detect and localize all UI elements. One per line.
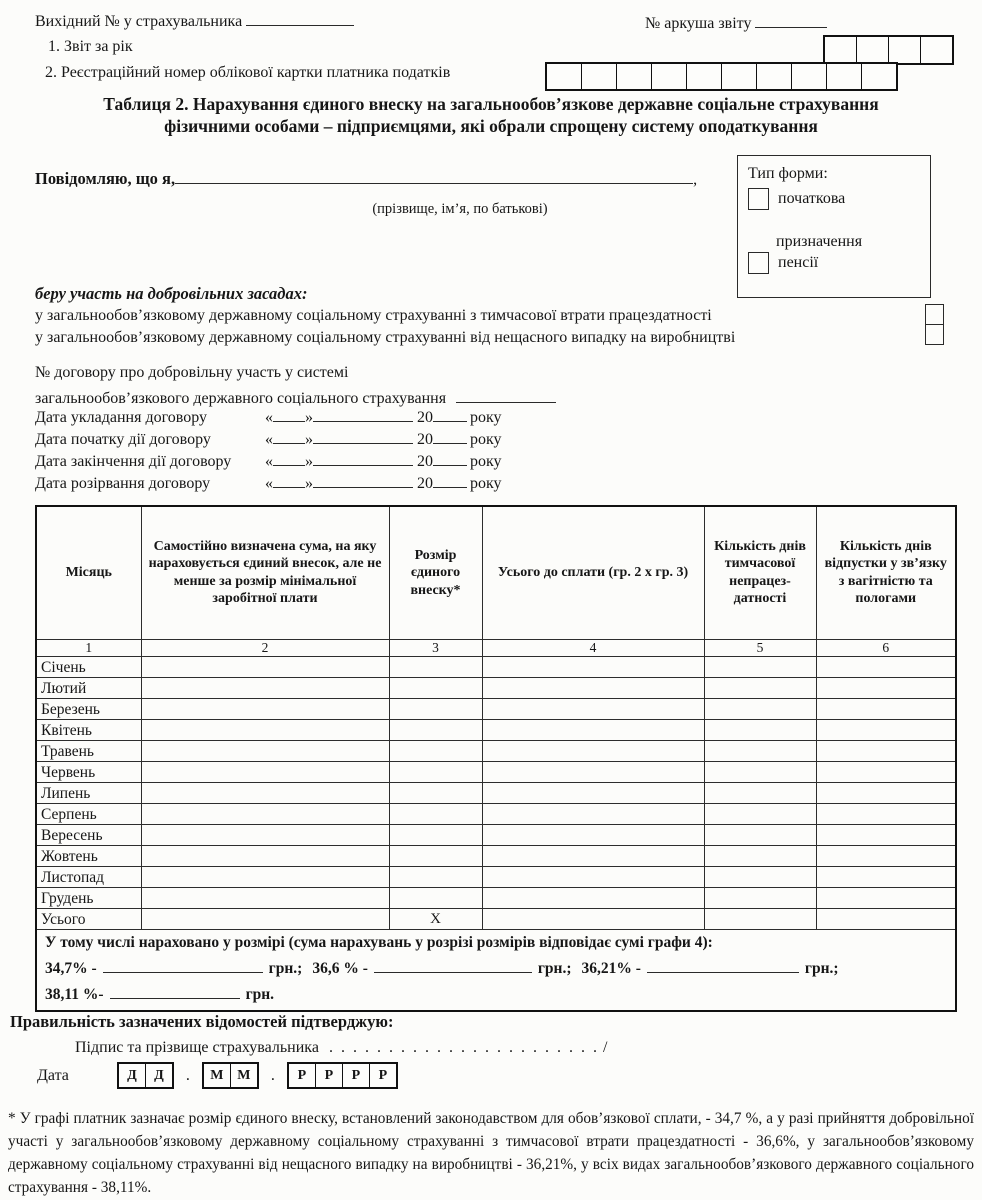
year-digit-box[interactable] — [825, 37, 857, 63]
sum-cell[interactable] — [141, 657, 389, 678]
maternity-days-cell[interactable] — [816, 909, 956, 930]
rate-label: 38,11 %- — [45, 985, 104, 1003]
form-type-option-initial — [748, 188, 920, 210]
total-cell[interactable] — [482, 909, 704, 930]
column-number-row — [36, 639, 956, 657]
month-row — [36, 678, 956, 699]
form-type-panel — [737, 155, 931, 298]
month-label: Липень — [36, 783, 141, 804]
sum-cell[interactable] — [141, 867, 389, 888]
reg-digit-box[interactable] — [862, 64, 896, 89]
maternity-days-cell[interactable] — [816, 657, 956, 678]
declaration-comma: , — [693, 170, 698, 188]
rate-unit: грн. — [245, 985, 275, 1003]
rate-cell[interactable] — [389, 741, 482, 762]
signature-line — [75, 1038, 607, 1058]
sheet-number-label: № аркуша звіту — [645, 14, 752, 32]
column-number: 3 — [389, 639, 482, 657]
year-field[interactable] — [433, 470, 467, 488]
reg-digit-box[interactable] — [687, 64, 722, 89]
maternity-days-cell[interactable] — [816, 804, 956, 825]
column-number: 2 — [141, 639, 389, 657]
total-cell[interactable] — [482, 846, 704, 867]
day-box[interactable]: Д — [119, 1064, 146, 1087]
sum-cell[interactable] — [141, 909, 389, 930]
column-number: 6 — [816, 639, 956, 657]
month-row — [36, 741, 956, 762]
initial-checkbox[interactable] — [748, 188, 769, 210]
date-label: Дата — [37, 1066, 69, 1084]
maternity-days-cell[interactable] — [816, 720, 956, 741]
disability-days-cell[interactable] — [704, 846, 816, 867]
month-row — [36, 846, 956, 867]
form-title-line2: фізичними особами – підприємцями, які обрали спрощену систему оподаткування — [164, 115, 818, 136]
month-row — [36, 762, 956, 783]
form-type-option-pension — [748, 252, 920, 274]
form-title — [0, 94, 982, 138]
col-header-contribution-rate: Розмір єдиного внеску* — [389, 506, 482, 639]
report-year-box-grid — [823, 35, 954, 65]
day-box-grid — [117, 1062, 174, 1089]
disability-days-cell[interactable] — [704, 888, 816, 909]
month-row — [36, 888, 956, 909]
month-field[interactable] — [313, 448, 413, 466]
year-box[interactable]: Р — [370, 1064, 396, 1087]
year-field[interactable] — [433, 426, 467, 444]
sum-cell[interactable] — [141, 804, 389, 825]
total-cell[interactable] — [482, 741, 704, 762]
sum-cell[interactable] — [141, 678, 389, 699]
day-field[interactable] — [273, 470, 305, 488]
report-year-label: 1. Звіт за рік — [48, 38, 133, 55]
day-field[interactable] — [273, 426, 305, 444]
month-row — [36, 867, 956, 888]
month-label: Грудень — [36, 888, 141, 909]
contract-date-row — [35, 426, 502, 448]
sheet-number-field[interactable] — [755, 10, 827, 28]
year-digit-box[interactable] — [857, 37, 889, 63]
sum-cell[interactable] — [141, 825, 389, 846]
rate-cell[interactable] — [389, 825, 482, 846]
insured-name-field[interactable] — [175, 166, 693, 184]
column-number: 1 — [36, 639, 141, 657]
sum-cell[interactable] — [141, 720, 389, 741]
total-x-mark: Х — [389, 909, 482, 930]
total-cell[interactable] — [482, 720, 704, 741]
reg-digit-box[interactable] — [652, 64, 687, 89]
date-separator: . — [270, 1066, 275, 1084]
sum-cell[interactable] — [141, 888, 389, 909]
reg-digit-box[interactable] — [792, 64, 827, 89]
disability-days-cell[interactable] — [704, 720, 816, 741]
year-suffix: року — [470, 430, 502, 448]
form-title-line1: Таблиця 2. Нарахування єдиного внеску на загальнообов’язкове державне соціальне страхування — [103, 94, 879, 114]
contract-number-field[interactable] — [456, 385, 556, 403]
maternity-days-cell[interactable] — [816, 762, 956, 783]
year-digit-box[interactable] — [889, 37, 921, 63]
month-box[interactable]: М — [204, 1064, 231, 1087]
total-cell[interactable] — [482, 783, 704, 804]
month-row — [36, 699, 956, 720]
disability-days-cell[interactable] — [704, 762, 816, 783]
month-label: Березень — [36, 699, 141, 720]
date-separator: . — [185, 1066, 190, 1084]
sum-cell[interactable] — [141, 783, 389, 804]
year-field[interactable] — [433, 448, 467, 466]
disability-days-cell[interactable] — [704, 699, 816, 720]
signature-label: Підпис та прізвище страхувальника — [75, 1039, 319, 1056]
outgoing-number-field[interactable] — [246, 8, 354, 26]
rate-amount-field[interactable] — [647, 956, 799, 973]
total-cell[interactable] — [482, 762, 704, 783]
contract-date-row — [35, 448, 502, 470]
contract-number-line1: № договору про добровільну участь у системі — [35, 364, 349, 381]
year-prefix: 20 — [417, 474, 433, 492]
maternity-days-cell[interactable] — [816, 699, 956, 720]
quote-close: » — [305, 408, 313, 426]
maternity-days-cell[interactable] — [816, 867, 956, 888]
rate-cell[interactable] — [389, 804, 482, 825]
table-footer-row — [36, 930, 956, 1011]
total-cell[interactable] — [482, 825, 704, 846]
table-header-row — [36, 506, 956, 639]
col-header-maternity-days: Кількість днів відпустки у зв’язку з вагітністю та пологами — [816, 506, 956, 639]
footnote: * У графі платник зазначає розмір єдиного внеску, встановлений законодавством для обов’язкової сплати, - 34,7 %, а у разі прийняття добровільної участі у загальнообов’язковому державному соціальному страхуванні з тимчасової втрати працездатності - 36,6%, у загальнообов’язковому державному соціальному страхуванні від нещасного випадку на виробництві - 36,21%, у всіх видах загальнообов’язкового державного соціального страхування - 38,11%. — [8, 1110, 974, 1196]
total-cell[interactable] — [482, 867, 704, 888]
year-field[interactable] — [433, 404, 467, 422]
contributions-table — [35, 505, 957, 1012]
quote-close: » — [305, 452, 313, 470]
disability-days-cell[interactable] — [704, 657, 816, 678]
rate-label: 34,7% - — [45, 960, 97, 978]
year-suffix: року — [470, 474, 502, 492]
maternity-days-cell[interactable] — [816, 678, 956, 699]
declaration-line — [35, 166, 697, 190]
contract-dates-block — [35, 404, 502, 492]
month-field[interactable] — [313, 404, 413, 422]
disability-days-cell[interactable] — [704, 783, 816, 804]
date-row-label: Дата початку дії договору — [35, 430, 211, 448]
form-type-label: Тип форми: — [748, 165, 828, 182]
accident-checkbox[interactable] — [926, 325, 943, 344]
rate-unit: грн.; — [804, 960, 839, 978]
disability-checkbox[interactable] — [926, 305, 943, 325]
total-cell[interactable] — [482, 657, 704, 678]
sum-cell[interactable] — [141, 762, 389, 783]
disability-days-cell[interactable] — [704, 741, 816, 762]
quote-open: « — [265, 430, 273, 448]
month-row — [36, 657, 956, 678]
column-number: 4 — [482, 639, 704, 657]
total-cell[interactable] — [482, 678, 704, 699]
name-hint: (прізвище, ім’я, по батькові) — [372, 201, 548, 217]
voluntary-line-2: у загальнообов’язковому державному соціальному страхуванні від нещасного випадку на виробництві — [35, 329, 736, 346]
sum-cell[interactable] — [141, 699, 389, 720]
year-prefix: 20 — [417, 430, 433, 448]
month-label: Січень — [36, 657, 141, 678]
rate-cell[interactable] — [389, 720, 482, 741]
declaration-label: Повідомляю, що я, — [35, 168, 176, 188]
year-prefix: 20 — [417, 452, 433, 470]
confirmation-heading: Правильність зазначених відомостей підтверджую: — [10, 1012, 394, 1031]
disability-days-cell[interactable] — [704, 909, 816, 930]
year-suffix: року — [470, 452, 502, 470]
col-header-disability-days: Кількість днів тимчасової непрацез-датності — [704, 506, 816, 639]
pension-label-line1: призначення — [776, 233, 863, 250]
rate-label: 36,21% - — [581, 960, 641, 978]
rate-cell[interactable] — [389, 867, 482, 888]
month-field[interactable] — [313, 426, 413, 444]
voluntary-checkboxes — [925, 304, 944, 345]
month-row — [36, 804, 956, 825]
sheet-number-line — [645, 10, 827, 34]
signature-slash: / — [602, 1039, 608, 1056]
month-row — [36, 720, 956, 741]
date-row-label: Дата розірвання договору — [35, 474, 211, 492]
sum-cell[interactable] — [141, 846, 389, 867]
quote-close: » — [305, 430, 313, 448]
month-label: Вересень — [36, 825, 141, 846]
maternity-days-cell[interactable] — [816, 846, 956, 867]
contract-number-label: загальнообов’язкового державного соціального страхування — [35, 389, 447, 407]
rate-amount-field[interactable] — [374, 956, 532, 973]
day-box[interactable]: Д — [146, 1064, 172, 1087]
maternity-days-cell[interactable] — [816, 741, 956, 762]
rate-cell[interactable] — [389, 783, 482, 804]
maternity-days-cell[interactable] — [816, 825, 956, 846]
contract-date-row — [35, 404, 502, 426]
voluntary-line-1: у загальнообов’язковому державному соціальному страхуванні з тимчасової втрати працездатності — [35, 307, 712, 324]
year-suffix: року — [470, 408, 502, 426]
month-label: Червень — [36, 762, 141, 783]
maternity-days-cell[interactable] — [816, 783, 956, 804]
rates-line-1 — [45, 956, 947, 979]
disability-days-cell[interactable] — [704, 678, 816, 699]
month-label: Жовтень — [36, 846, 141, 867]
rate-cell[interactable] — [389, 888, 482, 909]
total-row-label: Усього — [36, 909, 141, 930]
rate-cell[interactable] — [389, 699, 482, 720]
rate-amount-field[interactable] — [110, 981, 240, 998]
year-prefix: 20 — [417, 408, 433, 426]
reg-digit-box[interactable] — [757, 64, 792, 89]
year-box-grid — [287, 1062, 398, 1089]
date-row-label: Дата закінчення дії договору — [35, 452, 232, 470]
date-line — [37, 1062, 398, 1089]
initial-label: початкова — [778, 190, 846, 207]
reg-digit-box[interactable] — [722, 64, 757, 89]
disability-days-cell[interactable] — [704, 825, 816, 846]
quote-open: « — [265, 474, 273, 492]
total-cell[interactable] — [482, 699, 704, 720]
rate-unit: грн.; — [537, 960, 572, 978]
rate-cell[interactable] — [389, 762, 482, 783]
year-digit-box[interactable] — [921, 37, 952, 63]
reg-digit-box[interactable] — [547, 64, 582, 89]
reg-digit-box[interactable] — [582, 64, 617, 89]
quote-open: « — [265, 452, 273, 470]
month-field[interactable] — [313, 470, 413, 488]
rate-cell[interactable] — [389, 678, 482, 699]
rates-breakdown-cell — [36, 930, 956, 1011]
month-label: Серпень — [36, 804, 141, 825]
reg-digit-box[interactable] — [617, 64, 652, 89]
pension-label-line2: пенсії — [778, 254, 819, 271]
year-box[interactable]: Р — [316, 1064, 343, 1087]
column-number: 5 — [704, 639, 816, 657]
contributions-table-wrap — [35, 505, 957, 1012]
day-field[interactable] — [273, 448, 305, 466]
month-row — [36, 783, 956, 804]
reg-number-label: 2. Реєстраційний номер облікової картки платника податків — [45, 64, 451, 81]
sum-cell[interactable] — [141, 741, 389, 762]
year-box[interactable]: Р — [289, 1064, 316, 1087]
outgoing-number-label: Вихідний № у страхувальника — [35, 12, 243, 30]
month-label: Лютий — [36, 678, 141, 699]
total-cell[interactable] — [482, 888, 704, 909]
signature-dotted-field[interactable]: . . . . . . . . . . . . . . . . . . . . . . . — [328, 1039, 599, 1056]
quote-open: « — [265, 408, 273, 426]
date-row-label: Дата укладання договору — [35, 408, 208, 426]
day-field[interactable] — [273, 404, 305, 422]
disability-days-cell[interactable] — [704, 867, 816, 888]
rates-line-2 — [45, 981, 947, 1004]
quote-close: » — [305, 474, 313, 492]
rate-label: 36,6 % - — [312, 960, 368, 978]
col-header-month: Місяць — [36, 506, 141, 639]
pension-checkbox[interactable] — [748, 252, 769, 274]
reg-number-box-grid — [545, 62, 898, 91]
month-label: Листопад — [36, 867, 141, 888]
rate-cell[interactable] — [389, 657, 482, 678]
maternity-days-cell[interactable] — [816, 888, 956, 909]
total-row — [36, 909, 956, 930]
rate-unit: грн.; — [268, 960, 303, 978]
col-header-self-determined-sum: Самостійно визначена сума, на яку нараховується єдиний внесок, але не менше за розмір мінімальної заробітної плати — [141, 506, 389, 639]
month-label: Квітень — [36, 720, 141, 741]
outgoing-number-line — [35, 8, 354, 32]
contract-date-row — [35, 470, 502, 492]
rate-amount-field[interactable] — [103, 956, 263, 973]
year-box[interactable]: Р — [343, 1064, 370, 1087]
rates-heading: У тому числі нараховано у розмірі (сума нарахувань у розрізі розмірів відповідає сумі графи 4): — [45, 934, 713, 952]
month-box[interactable]: М — [231, 1064, 257, 1087]
month-row — [36, 825, 956, 846]
col-header-total-due: Усього до сплати (гр. 2 х гр. 3) — [482, 506, 704, 639]
voluntary-heading: беру участь на добровільних засадах: — [35, 284, 308, 303]
disability-days-cell[interactable] — [704, 804, 816, 825]
month-label: Травень — [36, 741, 141, 762]
reg-digit-box[interactable] — [827, 64, 862, 89]
rate-cell[interactable] — [389, 846, 482, 867]
total-cell[interactable] — [482, 804, 704, 825]
month-box-grid — [202, 1062, 259, 1089]
